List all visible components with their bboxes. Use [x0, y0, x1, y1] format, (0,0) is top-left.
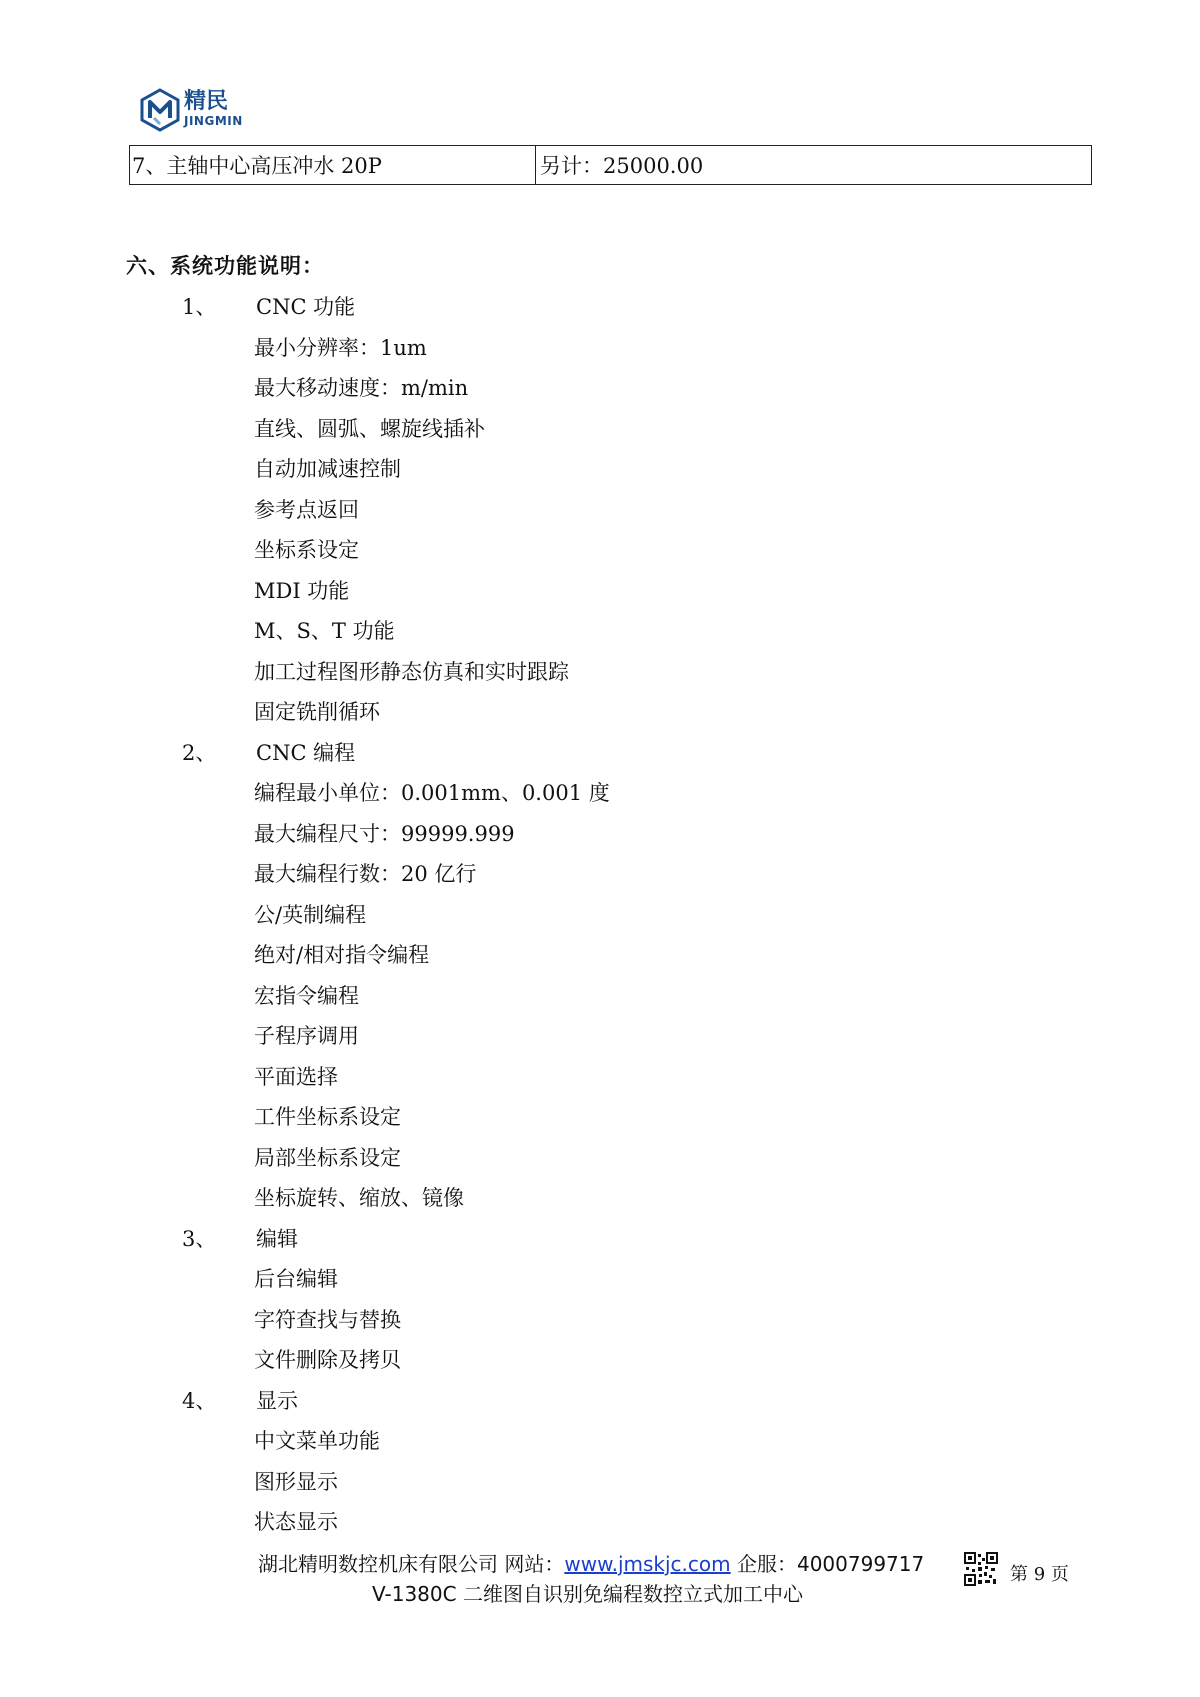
group-label: CNC 功能	[256, 295, 356, 319]
footer-site-label: 网站：	[504, 1552, 565, 1576]
function-item-text: 图形显示	[254, 1469, 338, 1494]
list-item	[0, 328, 1200, 369]
group-heading	[0, 1219, 1200, 1260]
list-item	[0, 854, 1200, 895]
group-number: 4、	[182, 1388, 217, 1413]
list-item	[0, 1016, 1200, 1057]
function-item-text: 最大编程尺寸：99999.999	[254, 821, 515, 846]
function-item-text: 参考点返回	[254, 497, 359, 522]
list-item	[0, 490, 1200, 531]
list-item	[0, 895, 1200, 936]
function-item-text: 固定铣削循环	[254, 700, 380, 724]
group-label: CNC 编程	[256, 740, 356, 765]
function-item-text: 自动加减速控制	[254, 457, 401, 481]
function-item-text: MDI 功能	[254, 578, 350, 603]
function-item-text: 最小分辨率：1um	[254, 335, 427, 360]
footer-product: V-1380C 二维图自识别免编程数控立式加工中心	[372, 1582, 803, 1606]
list-item	[0, 1462, 1200, 1503]
list-item	[0, 935, 1200, 976]
group-number: 1、	[182, 295, 217, 319]
footer-site-link[interactable]: www.jmskjc.com	[564, 1552, 731, 1576]
function-item-text: 编程最小单位：0.001mm、0.001 度	[254, 781, 610, 805]
function-list	[0, 287, 1200, 1543]
function-item-text: 子程序调用	[254, 1024, 359, 1048]
list-item	[0, 1057, 1200, 1098]
list-item	[0, 611, 1200, 652]
list-item	[0, 814, 1200, 855]
price-table	[129, 145, 1092, 185]
jingmin-logo-icon	[138, 88, 182, 132]
footer-company: 湖北精明数控机床有限公司	[258, 1552, 498, 1576]
logo-text-en: JINGMIN	[184, 114, 243, 128]
function-item-text: 坐标系设定	[254, 538, 359, 562]
list-item	[0, 976, 1200, 1017]
group-number: 3、	[182, 1226, 217, 1251]
list-item	[0, 449, 1200, 490]
group-label: 显示	[256, 1388, 298, 1413]
footer-phone-label: 企服：	[736, 1552, 797, 1576]
page-number: 第 9 页	[1010, 1564, 1069, 1585]
list-item	[0, 409, 1200, 450]
footer-contact	[258, 1548, 924, 1577]
group-heading	[0, 1381, 1200, 1422]
group-heading	[0, 733, 1200, 774]
qr-code-icon	[964, 1552, 998, 1586]
list-item	[0, 1178, 1200, 1219]
function-item-text: 绝对/相对指令编程	[254, 943, 430, 967]
list-item	[0, 692, 1200, 733]
function-item-text: 加工过程图形静态仿真和实时跟踪	[254, 659, 569, 684]
function-item-text: 状态显示	[254, 1510, 338, 1534]
function-item-text: 平面选择	[254, 1064, 338, 1089]
footer-phone: 4000799717	[796, 1552, 925, 1576]
group-heading	[0, 287, 1200, 328]
function-item-text: 字符查找与替换	[254, 1307, 401, 1332]
list-item	[0, 1340, 1200, 1381]
function-item-text: 坐标旋转、缩放、镜像	[254, 1186, 464, 1210]
list-item	[0, 1259, 1200, 1300]
list-item	[0, 1138, 1200, 1179]
function-item-text: 最大移动速度：m/min	[254, 376, 469, 400]
function-item-text: 宏指令编程	[254, 983, 359, 1008]
section-title: 六、系统功能说明：	[126, 253, 324, 278]
list-item	[0, 571, 1200, 612]
function-item-text: 直线、圆弧、螺旋线插补	[254, 416, 485, 441]
list-item	[0, 368, 1200, 409]
function-item-text: 中文菜单功能	[254, 1429, 380, 1453]
logo-text-cn: 精民	[184, 89, 229, 114]
group-number: 2、	[182, 740, 217, 765]
list-item	[0, 1421, 1200, 1462]
option-price-cell: 另计：25000.00	[540, 154, 704, 178]
function-item-text: 后台编辑	[254, 1267, 338, 1291]
function-item-text: 公/英制编程	[254, 902, 367, 927]
list-item	[0, 1097, 1200, 1138]
function-item-text: 最大编程行数：20 亿行	[254, 862, 477, 886]
list-item	[0, 773, 1200, 814]
function-item-text: 文件删除及拷贝	[254, 1348, 401, 1372]
group-label: 编辑	[256, 1226, 298, 1251]
company-logo	[138, 88, 258, 134]
function-item-text: 局部坐标系设定	[254, 1145, 401, 1170]
list-item	[0, 1300, 1200, 1341]
list-item	[0, 652, 1200, 693]
function-item-text: M、S、T 功能	[254, 619, 395, 643]
list-item	[0, 530, 1200, 571]
option-item-cell: 7、主轴中心高压冲水 20P	[130, 146, 536, 184]
list-item	[0, 1502, 1200, 1543]
function-item-text: 工件坐标系设定	[254, 1105, 401, 1129]
